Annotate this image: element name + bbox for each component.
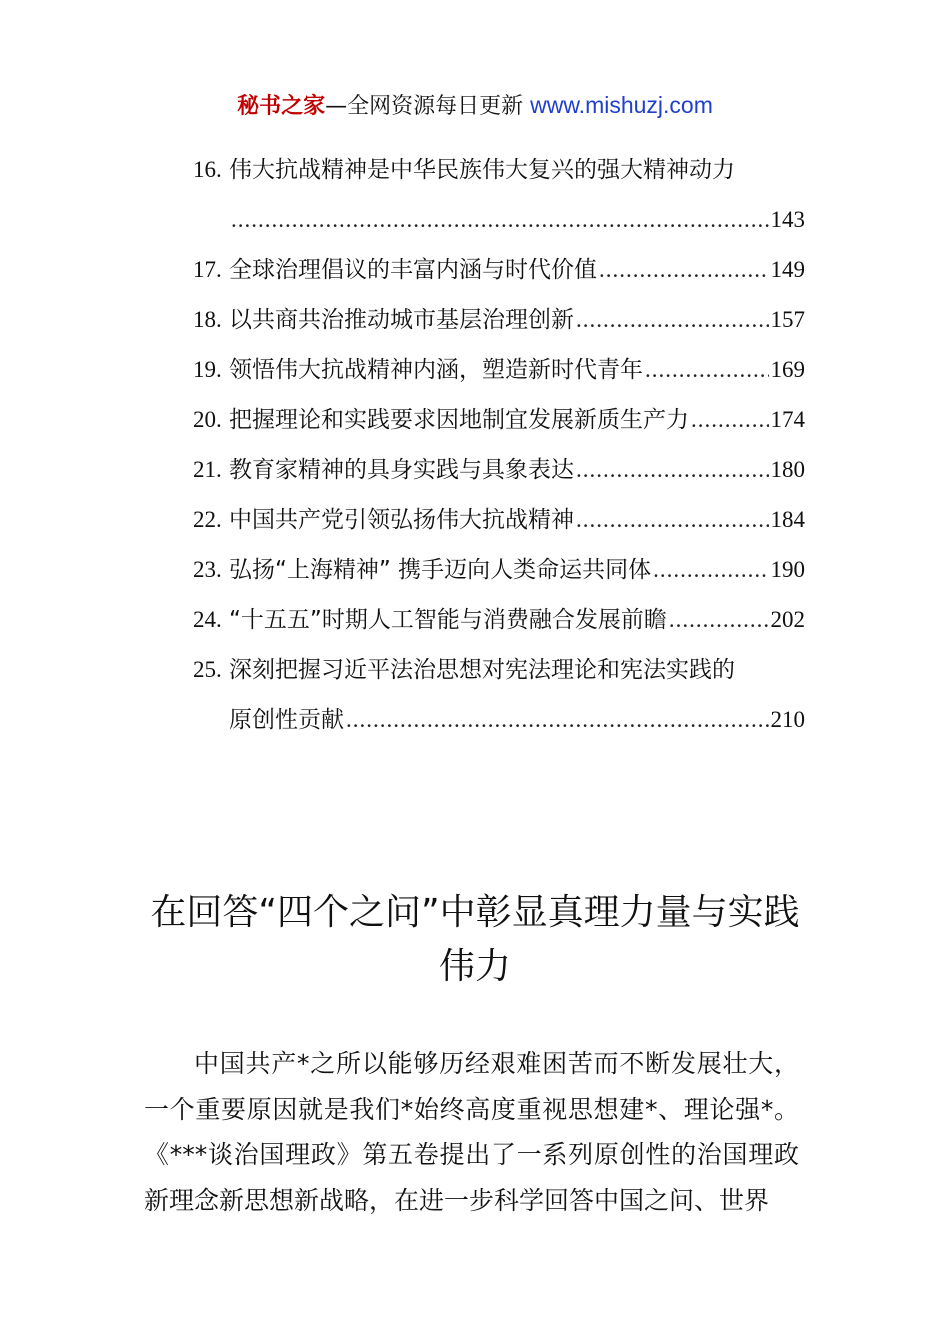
toc-item-16[interactable] <box>193 145 805 245</box>
toc-item-page: 202 <box>770 607 805 632</box>
toc-leader-dots <box>599 245 769 295</box>
toc-item-22[interactable] <box>193 495 805 545</box>
toc-leader-dots <box>653 545 768 595</box>
toc-item-page: 210 <box>770 707 805 732</box>
toc-item-page: 174 <box>770 407 805 432</box>
toc-leader-dots <box>669 595 769 645</box>
toc-item-title: 伟大抗战精神是中华民族伟大复兴的强大精神动力 <box>229 157 735 183</box>
toc-leader-dots <box>231 195 769 245</box>
toc-item-number: 18. <box>193 307 222 332</box>
toc-leader-dots <box>645 345 769 395</box>
toc-item-23[interactable] <box>193 545 805 595</box>
toc-item-page: 157 <box>770 307 805 332</box>
toc-leader-dots <box>576 295 769 345</box>
toc-item-18[interactable] <box>193 295 805 345</box>
toc-item-page: 169 <box>770 357 805 382</box>
article-title: 在回答“四个之问”中彰显真理力量与实践伟力 <box>150 892 800 988</box>
table-of-contents <box>193 145 805 745</box>
toc-item-page: 184 <box>770 507 805 532</box>
toc-leader-dots <box>576 445 769 495</box>
toc-item-title: 全球治理倡议的丰富内涵与时代价值 <box>229 257 597 283</box>
toc-item-number: 16. <box>193 157 222 182</box>
toc-item-number: 19. <box>193 357 222 382</box>
toc-item-title: “十五五”时期人工智能与消费融合发展前瞻 <box>229 607 667 633</box>
site-header <box>0 88 950 124</box>
toc-item-title: 以共商共治推动城市基层治理创新 <box>229 307 574 333</box>
site-url-link[interactable]: www.mishuzj.com <box>530 92 713 118</box>
header-tagline: —全网资源每日更新 <box>325 94 531 119</box>
toc-item-25[interactable] <box>193 645 805 745</box>
toc-item-title-continued: 原创性贡献 <box>229 707 344 733</box>
toc-leader-dots <box>691 395 769 445</box>
toc-item-21[interactable] <box>193 445 805 495</box>
toc-item-number: 23. <box>193 557 222 582</box>
toc-item-20[interactable] <box>193 395 805 445</box>
toc-item-number: 20. <box>193 407 222 432</box>
toc-item-number: 21. <box>193 457 222 482</box>
toc-item-title: 中国共产党引领弘扬伟大抗战精神 <box>229 507 574 533</box>
toc-item-24[interactable] <box>193 595 805 645</box>
toc-item-number: 24. <box>193 607 222 632</box>
toc-item-page: 180 <box>770 457 805 482</box>
toc-item-page: 190 <box>770 557 805 582</box>
toc-item-17[interactable] <box>193 245 805 295</box>
toc-item-page: 149 <box>770 257 805 282</box>
toc-item-number: 22. <box>193 507 222 532</box>
article-paragraph: 中国共产*之所以能够历经艰难困苦而不断发展壮大，一个重要原因就是我们*始终高度重视思想建*、理论强*。《***谈治国理政》第五卷提出了一系列原创性的治国理政新理念新思想新战略，在进一步科学回答中国之问、世界 <box>144 1049 799 1215</box>
brand-name: 秘书之家 <box>237 94 326 119</box>
toc-leader-dots <box>576 495 769 545</box>
toc-leader-dots <box>346 695 769 745</box>
toc-item-page: 143 <box>770 207 805 232</box>
toc-item-title: 领悟伟大抗战精神内涵，塑造新时代青年 <box>229 357 643 383</box>
toc-item-19[interactable] <box>193 345 805 395</box>
toc-item-title: 深刻把握习近平法治思想对宪法理论和宪法实践的 <box>229 657 735 683</box>
toc-item-title: 把握理论和实践要求因地制宜发展新质生产力 <box>229 407 689 433</box>
toc-item-title: 教育家精神的具身实践与具象表达 <box>229 457 574 483</box>
toc-item-number: 25. <box>193 657 222 682</box>
toc-item-title: 弘扬“上海精神” 携手迈向人类命运共同体 <box>229 557 652 583</box>
toc-item-number: 17. <box>193 257 222 282</box>
